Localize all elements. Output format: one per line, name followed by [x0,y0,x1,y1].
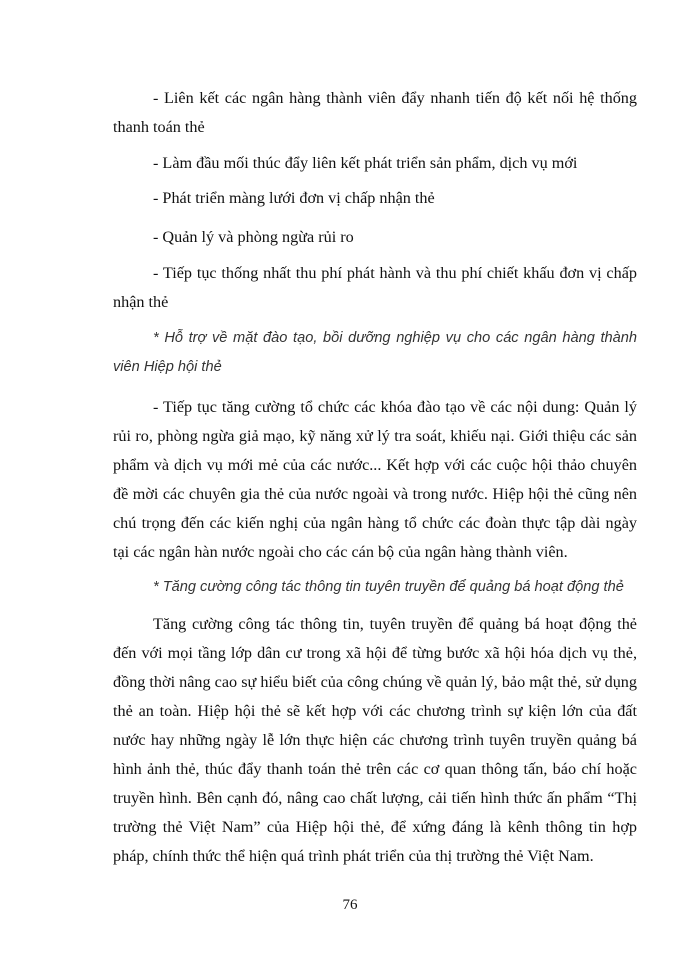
bullet-paragraph-card-payment-connection: - Liên kết các ngân hàng thành viên đẩy nhanh tiến độ kết nối hệ thống thanh toán thẻ [113,89,637,136]
section-heading-communication: * Tăng cường công tác thông tin tuyên truyền để quảng bá hoạt động thẻ [153,579,624,595]
bullet-paragraph-risk-management: - Quản lý và phòng ngừa rủi ro [153,228,354,246]
bullet-paragraph-product-development: - Làm đầu mối thúc đẩy liên kết phát triển sản phẩm, dịch vụ mới [153,154,578,172]
page-number: 76 [342,897,358,913]
bullet-paragraph-fee-unification: - Tiếp tục thống nhất thu phí phát hành và thu phí chiết khấu đơn vị chấp nhận thẻ [113,264,637,311]
section-heading-training-support: * Hỗ trợ về mặt đào tạo, bồi dưỡng nghiệp vụ cho các ngân hàng thành viên Hiệp hội thẻ [113,330,637,375]
bullet-paragraph-acceptance-network: - Phát triển màng lưới đơn vị chấp nhận thẻ [153,189,435,207]
paragraph-training-courses: - Tiếp tục tăng cường tổ chức các khóa đào tạo về các nội dung: Quản lý rủi ro, phòng ngừa giả mạo, kỹ năng xử lý tra soát, khiếu nại. Giới thiệu các sản phẩm và dịch vụ mới mẻ của các nước... Kết hợp với các cuộc hội thảo chuyên đề mời các chuyên gia thẻ của nước ngoài và trong nước. Hiệp hội thẻ cũng nên chú trọng đến các kiến nghị của ngân hàng tổ chức các đoàn thực tập dài ngày tại các ngân hàn nước ngoài cho các cán bộ của ngân hàng thành viên. [113,398,637,561]
paragraph-communication-details: Tăng cường công tác thông tin, tuyên truyền để quảng bá hoạt động thẻ đến với mọi tầng lớp dân cư trong xã hội để từng bước xã hội hóa dịch vụ thẻ, đồng thời nâng cao sự hiểu biết của công chúng về quản lý, bảo mật thẻ, sử dụng thẻ an toàn. Hiệp hội thẻ sẽ kết hợp với các chương trình sự kiện lớn của đất nước hay những ngày lễ lớn thực hiện các chương trình tuyên truyền quảng bá hình ảnh thẻ, thúc đẩy thanh toán thẻ trên các cơ quan thông tấn, báo chí hoặc truyền hình. Bên cạnh đó, nâng cao chất lượng, cải tiến hình thức ấn phẩm “Thị trường thẻ Việt Nam” của Hiệp hội thẻ, để xứng đáng là kênh thông tin hợp pháp, chính thức thể hiện quá trình phát triển của thị trường thẻ Việt Nam. [113,615,637,865]
